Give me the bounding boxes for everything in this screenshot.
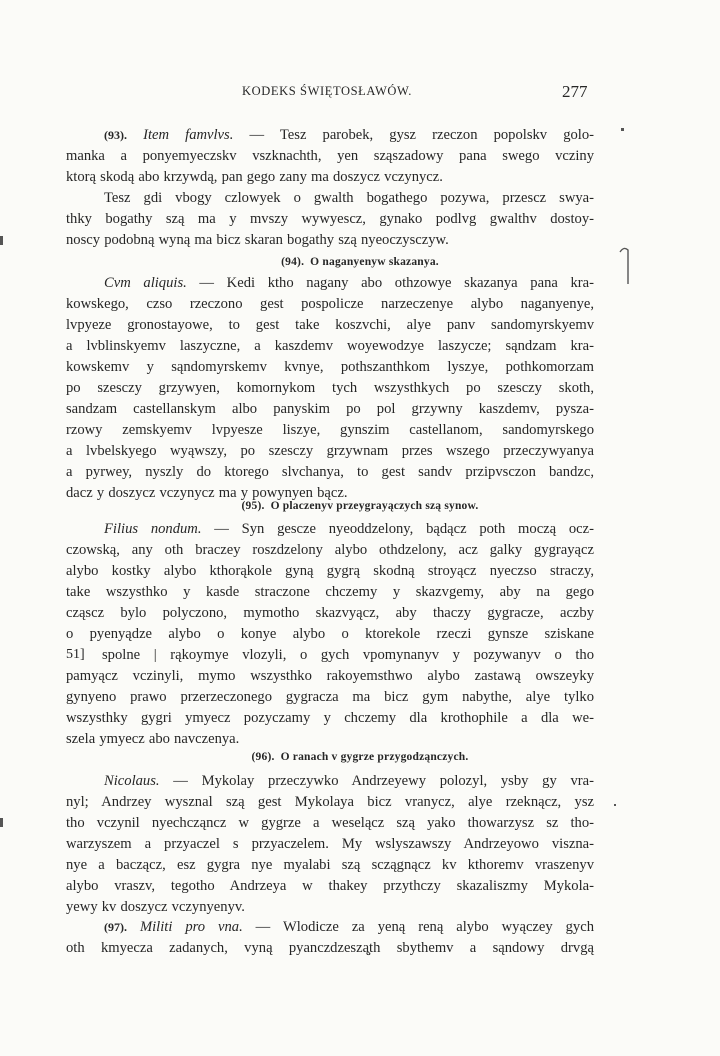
paragraph-97 [66,917,594,959]
text-line: czowską, any oth braczey roszdzelony alybo othdzelony, acz galky gygrayącz [66,542,594,558]
text-line: szela ymyecz abo navczenya. [66,731,240,747]
scan-mark [0,818,3,827]
text-line: warzyszem a przyaczel s przyaczelem. My wslyszawszy Andrzeyowo viszna- [66,836,594,852]
text-line: cząscz bylo polyczono, mymotho skazvyącz, aby thaczy gygracze, aczby [66,605,594,621]
section-heading-96 [0,751,720,763]
text-line: a lvblinskyemv laszyczne, a kaszdemv woyewodzye laszycze; sąndzam kra- [66,338,594,354]
page-number: 277 [562,82,588,101]
text-line: lvpyeze gronostayowe, to gest take koszvchi, alye panv sandomyrskyemv [66,317,594,333]
heading-title: O naganyenyw skazanya. [310,256,439,268]
text-line: spolne | rąkoymye vlozyli, o gych vpomynanyv y pozywanyv o tho [102,647,594,663]
text-line: a lvbelskyego wyąwszy, po szesczy grzywnam przes wszego przeczywyanya [66,443,594,459]
text-line: nyl; Andrzey wysznal szą gest Mykolaya bicz vranycz, alye rzeknącz, ysz [66,794,594,810]
incipit: Filius nondum. [104,521,202,537]
heading-title: O placzenyv przeygrayączych szą synow. [270,500,479,512]
text-line: take wszysthko y kasde straczone chczemy y skazvgemy, aby na gego [66,584,594,600]
text-line: — Syn gescze nyeoddzelony, bądącz poth moczą ocz- [201,521,594,537]
text-line: rzowy zemskyemv lvpyesze liszye, gynszim castellanom, sandomyrskego [66,422,594,438]
text-line: sandzam castellanskym albo panyskim po pol grzywny kaszdemv, pysza- [66,401,594,417]
heading-number: (94). [281,256,305,268]
heading-title: O ranach v gygrze przygodząnczych. [280,751,469,763]
page-header [0,82,720,106]
text-line: — Tesz parobek, gysz rzeczon popolskv golo- [233,127,595,143]
margin-bracket-mark [618,246,632,286]
text-line: alybo vraszv, tegotho Andrzeya w thakey przythczy skazaliszmy Mykola- [66,878,594,894]
paragraph-93 [66,125,594,188]
incipit: Nicolaus. [104,773,160,789]
folio-marker: 51] [66,647,85,662]
text-line: — Kedi ktho nagany abo othzowye skazanya pana kra- [186,275,594,291]
running-title: KODEKS ŚWIĘTOSŁAWÓW. [242,84,413,98]
paragraph-93b [66,188,594,251]
text-line: po szesczy grzywyen, komornykom tych wszysthkych po szesczy skoth, [66,380,594,396]
incipit: Militi pro vna. [139,919,243,935]
paragraph-95 [66,519,594,750]
text-line: oth kmyecza zadanych, vyną pyanczdzeszą̧th sbythemv a sąndowy drvgą [66,940,594,956]
text-line: yewy kv doszycz vczynyenyv. [66,899,245,915]
scan-mark [0,236,3,245]
heading-number: (95). [241,500,265,512]
text-line: nye a baczącz, esz gygra nye myalabi szą sczągnącz kv kthoremv vraszenyv [66,857,594,873]
text-line: alybo kostky alybo kthorąkole gyną gygrą skodną stroyącz nyeczso straczy, [66,563,594,579]
paragraph-96 [66,771,594,918]
text-line: Tesz gdi vbogy czlowyek o gwalth bogathego pozywa, przescz swya- [104,190,594,206]
text-line: — Wlodicze za yeną reną alybo wyączey gych [242,919,594,935]
text-line: pamyącz vczinyli, mymo wszysthko rakoyemsthwo alybo zastawą owszeyky [66,668,594,684]
incipit: Cvm aliquis. [104,275,187,291]
section-heading-95 [0,500,720,512]
text-line: noscy podobną wyną ma bicz skaran bogathy szą nyeoczysczyw. [66,232,449,248]
section-number: (93). [104,128,127,142]
text-line: manka a ponyemyeczskv vszknachth, yen sząszadowy pana swego vcziny [66,148,594,164]
text-line: kowskemv y sąndomyrskemv kvnye, pothszanthkom lyszye, pothkomorzam [66,359,594,375]
text-line: a pyrwey, nyszly do ktorego slvchanya, to gest sandv przipvsczon bandzc, [66,464,594,480]
section-number: (97). [104,920,127,934]
heading-number: (96). [251,751,275,763]
section-heading-94 [0,256,720,268]
incipit: Item famvlvs. [143,127,234,143]
text-line: kowskego, czso rzeczono gest pospolicze narzeczenye alybo naganyenye, [66,296,594,312]
scan-dot [621,128,624,131]
text-line: wszysthky gygri ymyecz pozyczamy y chczemy dla krothophile a dla we- [66,710,594,726]
text-line: gynyeno prawo przerzeczonego gygracza ma bicz gym nabythe, alye tylko [66,689,594,705]
text-line: — Mykolay przeczywko Andrzeyewy polozyl, ysby gy vra- [159,773,594,789]
bracket-icon [618,246,632,286]
text-line: ktorą skodą abo krzywdą, pan gego zany ma doszycz vczynycz. [66,169,443,185]
scan-dot [614,804,616,806]
text-line: o pyenyądze alybo o konye alybo o ktorekole rzeczi gynsze sziskane [66,626,594,642]
text-line: dacz y doszycz vczynycz ma y powynyen bącz. [66,485,348,501]
text-line: thky bogathy szą ma y mvszy wywyescz, gynako podlvg gwalthv dostoy- [66,211,594,227]
paragraph-94 [66,273,594,504]
text-line: tho vczynil nyechcząncz w gygrze a weselącz szą yako thowarzysz sz tho- [66,815,594,831]
